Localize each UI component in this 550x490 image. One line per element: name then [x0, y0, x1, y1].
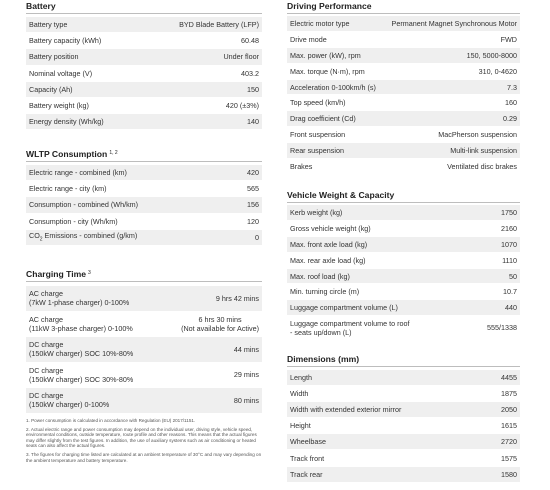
- row-label: Drive mode: [290, 34, 327, 44]
- row-value: 4455: [501, 373, 517, 383]
- row-value: 50: [509, 271, 517, 281]
- footnote: 3. The figures for charging time listed are calculated at an ambient temperature of 30°C and may vary depending on the ambient temperature and battery temperature.: [26, 451, 262, 463]
- row-label: Acceleration 0-100km/h (s): [290, 82, 376, 92]
- row-value: 403.2: [241, 68, 259, 78]
- table-row: [287, 300, 520, 316]
- battery-section-title: Battery: [26, 1, 262, 14]
- footnote: 2. Actual electric range and power consumption may depend on the individual user, driving style, vehicle speed, environmental conditions, outside temperature, route profile and other reasons. This means that the actual figures may differ slightly from the test figures. In addition, the use of auxiliary systems such as air conditioning or heated seats can also affect the actual figures.: [26, 426, 257, 449]
- row-label: AC charge (11kW 3-phase charger) 0-100%: [29, 314, 133, 333]
- row-label: Brakes: [290, 161, 313, 171]
- row-label: Battery position: [29, 52, 79, 62]
- row-label: Luggage compartment volume to roof - seats up/down (L): [290, 318, 410, 337]
- row-value: 150, 5000-8000: [466, 50, 517, 60]
- row-value: BYD Blade Battery (LFP): [179, 20, 259, 30]
- table-row: [287, 16, 520, 32]
- table-row: [287, 434, 520, 450]
- row-label: Electric motor type: [290, 18, 350, 28]
- row-value: 2050: [501, 405, 517, 415]
- row-value: Under floor: [223, 52, 259, 62]
- row-label: Length: [290, 373, 312, 383]
- wltp-table: [26, 165, 262, 246]
- table-row: [287, 386, 520, 402]
- row-value: 6 hrs 30 mins (Not available for Active): [181, 314, 259, 333]
- row-label: Top speed (km/h): [290, 98, 346, 108]
- row-value: Ventilated disc brakes: [447, 161, 517, 171]
- table-row: [26, 363, 262, 389]
- row-value: Permanent Magnet Synchronous Motor: [391, 18, 517, 28]
- footnote-marker: 3: [88, 270, 91, 276]
- row-value: 156: [247, 200, 259, 210]
- charging-table: [26, 286, 262, 414]
- row-value: 1875: [501, 389, 517, 399]
- row-label: Consumption - combined (Wh/km): [29, 200, 139, 210]
- table-row: [287, 450, 520, 466]
- table-row: [287, 237, 520, 253]
- row-value: 1750: [501, 207, 517, 217]
- row-value: 9 hrs 42 mins: [215, 293, 259, 303]
- table-row: [287, 143, 520, 159]
- row-value: 1580: [501, 469, 517, 479]
- table-row: [287, 95, 520, 111]
- table-row: [287, 111, 520, 127]
- row-value: 0.29: [503, 114, 517, 124]
- row-value: 44 mins: [233, 344, 259, 354]
- charging-section-title: Charging Time $^3$: [26, 269, 262, 282]
- table-row: [26, 312, 262, 338]
- row-value: 140: [247, 117, 259, 127]
- row-label: Height: [290, 421, 311, 431]
- table-row: [26, 165, 262, 181]
- row-label: Min. turning circle (m): [290, 287, 360, 297]
- table-row: [26, 286, 262, 312]
- row-value: 10.7: [503, 287, 517, 297]
- row-value: 160: [505, 98, 517, 108]
- row-value: 2720: [501, 437, 517, 447]
- row-label: Max. rear axle load (kg): [290, 255, 366, 265]
- table-row: [26, 49, 262, 65]
- row-label: Front suspension: [290, 130, 346, 140]
- table-row: [287, 284, 520, 300]
- weight-section-title: Vehicle Weight & Capacity: [287, 190, 520, 203]
- row-label: Max. roof load (kg): [290, 271, 350, 281]
- table-row: [287, 205, 520, 221]
- row-value: 2160: [501, 223, 517, 233]
- table-row: [287, 467, 520, 483]
- table-row: [287, 48, 520, 64]
- table-row: [287, 418, 520, 434]
- row-value: 440: [505, 303, 517, 313]
- wltp-section-title: WLTP Consumption $^{1, 2}$: [26, 149, 262, 162]
- row-value: FWD: [500, 34, 517, 44]
- row-label: Nominal voltage (V): [29, 68, 93, 78]
- row-label: Energy density (Wh/kg): [29, 117, 104, 127]
- weight-table: [287, 205, 520, 340]
- table-row: [26, 197, 262, 213]
- row-label: Consumption - city (Wh/km): [29, 216, 118, 226]
- row-value: 565: [247, 184, 259, 194]
- table-row: [26, 214, 262, 230]
- row-label: Gross vehicle weight (kg): [290, 223, 371, 233]
- table-row: [26, 337, 262, 363]
- table-row: [287, 402, 520, 418]
- row-label: Max. torque (N·m), rpm: [290, 66, 365, 76]
- row-label: Kerb weight (kg): [290, 207, 343, 217]
- row-value: 60.48: [241, 36, 259, 46]
- table-row: [287, 269, 520, 285]
- table-row: [287, 32, 520, 48]
- row-value: 1615: [501, 421, 517, 431]
- table-row: [287, 253, 520, 269]
- row-label: Width: [290, 389, 309, 399]
- row-label: $CO_2$ Emissions - combined (g/km): [29, 230, 138, 243]
- table-row: [26, 66, 262, 82]
- table-row: [26, 388, 262, 414]
- footnote-marker: 1, 2: [109, 150, 118, 156]
- driving-section-title: Driving Performance: [287, 1, 520, 14]
- row-value: 310, 0-4620: [478, 66, 517, 76]
- row-label: Max. front axle load (kg): [290, 239, 368, 249]
- footnotes: [26, 418, 262, 466]
- row-value: 29 mins: [233, 370, 259, 380]
- table-row: [26, 181, 262, 197]
- row-value: 1575: [501, 453, 517, 463]
- row-label: DC charge (150kW charger) 0-100%: [29, 391, 110, 410]
- row-label: Electric range - city (km): [29, 184, 107, 194]
- row-value: 80 mins: [233, 395, 259, 405]
- row-label: DC charge (150kW charger) SOC 10%-80%: [29, 340, 134, 359]
- dimensions-table: [287, 370, 520, 483]
- row-value: 120: [247, 216, 259, 226]
- row-value: 7.3: [507, 82, 517, 92]
- table-row: [26, 98, 262, 114]
- table-row: [26, 114, 262, 130]
- row-label: Max. power (kW), rpm: [290, 50, 361, 60]
- dimensions-section-title: Dimensions (mm): [287, 354, 520, 367]
- row-value: 1110: [502, 255, 517, 265]
- row-label: Drag coefficient (Cd): [290, 114, 356, 124]
- table-row: [287, 127, 520, 143]
- table-row: [287, 221, 520, 237]
- table-row: [287, 370, 520, 386]
- row-value: MacPherson suspension: [438, 130, 517, 140]
- row-value: 420: [247, 168, 259, 178]
- footnote: 1. Power consumption is calculated in accordance with Regulation (EU) 2017/1151.: [26, 418, 196, 423]
- row-value: Multi-link suspension: [450, 146, 517, 156]
- row-value: 555/1338: [487, 323, 517, 333]
- row-label: Capacity (Ah): [29, 84, 73, 94]
- row-label: DC charge (150kW charger) SOC 30%-80%: [29, 365, 134, 384]
- row-value: 0: [255, 232, 259, 242]
- row-label: Rear suspension: [290, 146, 344, 156]
- row-label: Wheelbase: [290, 437, 326, 447]
- driving-table: [287, 16, 520, 175]
- row-label: Battery type: [29, 20, 68, 30]
- table-row: [287, 64, 520, 80]
- row-label: Track front: [290, 453, 325, 463]
- battery-table: [26, 17, 262, 130]
- row-label: Electric range - combined (km): [29, 168, 127, 178]
- row-label: Track rear: [290, 469, 323, 479]
- row-value: 420 (±3%): [225, 101, 259, 111]
- table-row: [26, 17, 262, 33]
- row-label: Luggage compartment volume (L): [290, 303, 398, 313]
- row-label: Battery weight (kg): [29, 101, 89, 111]
- row-label: Battery capacity (kWh): [29, 36, 102, 46]
- row-value: 150: [247, 84, 259, 94]
- table-row: [26, 33, 262, 49]
- row-label: Width with extended exterior mirror: [290, 405, 402, 415]
- table-row: [287, 80, 520, 96]
- table-row: [287, 159, 520, 175]
- table-row: [287, 316, 520, 340]
- table-row: [26, 230, 262, 246]
- table-row: [26, 82, 262, 98]
- row-label: AC charge (7kW 1-phase charger) 0-100%: [29, 289, 130, 308]
- row-value: 1070: [501, 239, 517, 249]
